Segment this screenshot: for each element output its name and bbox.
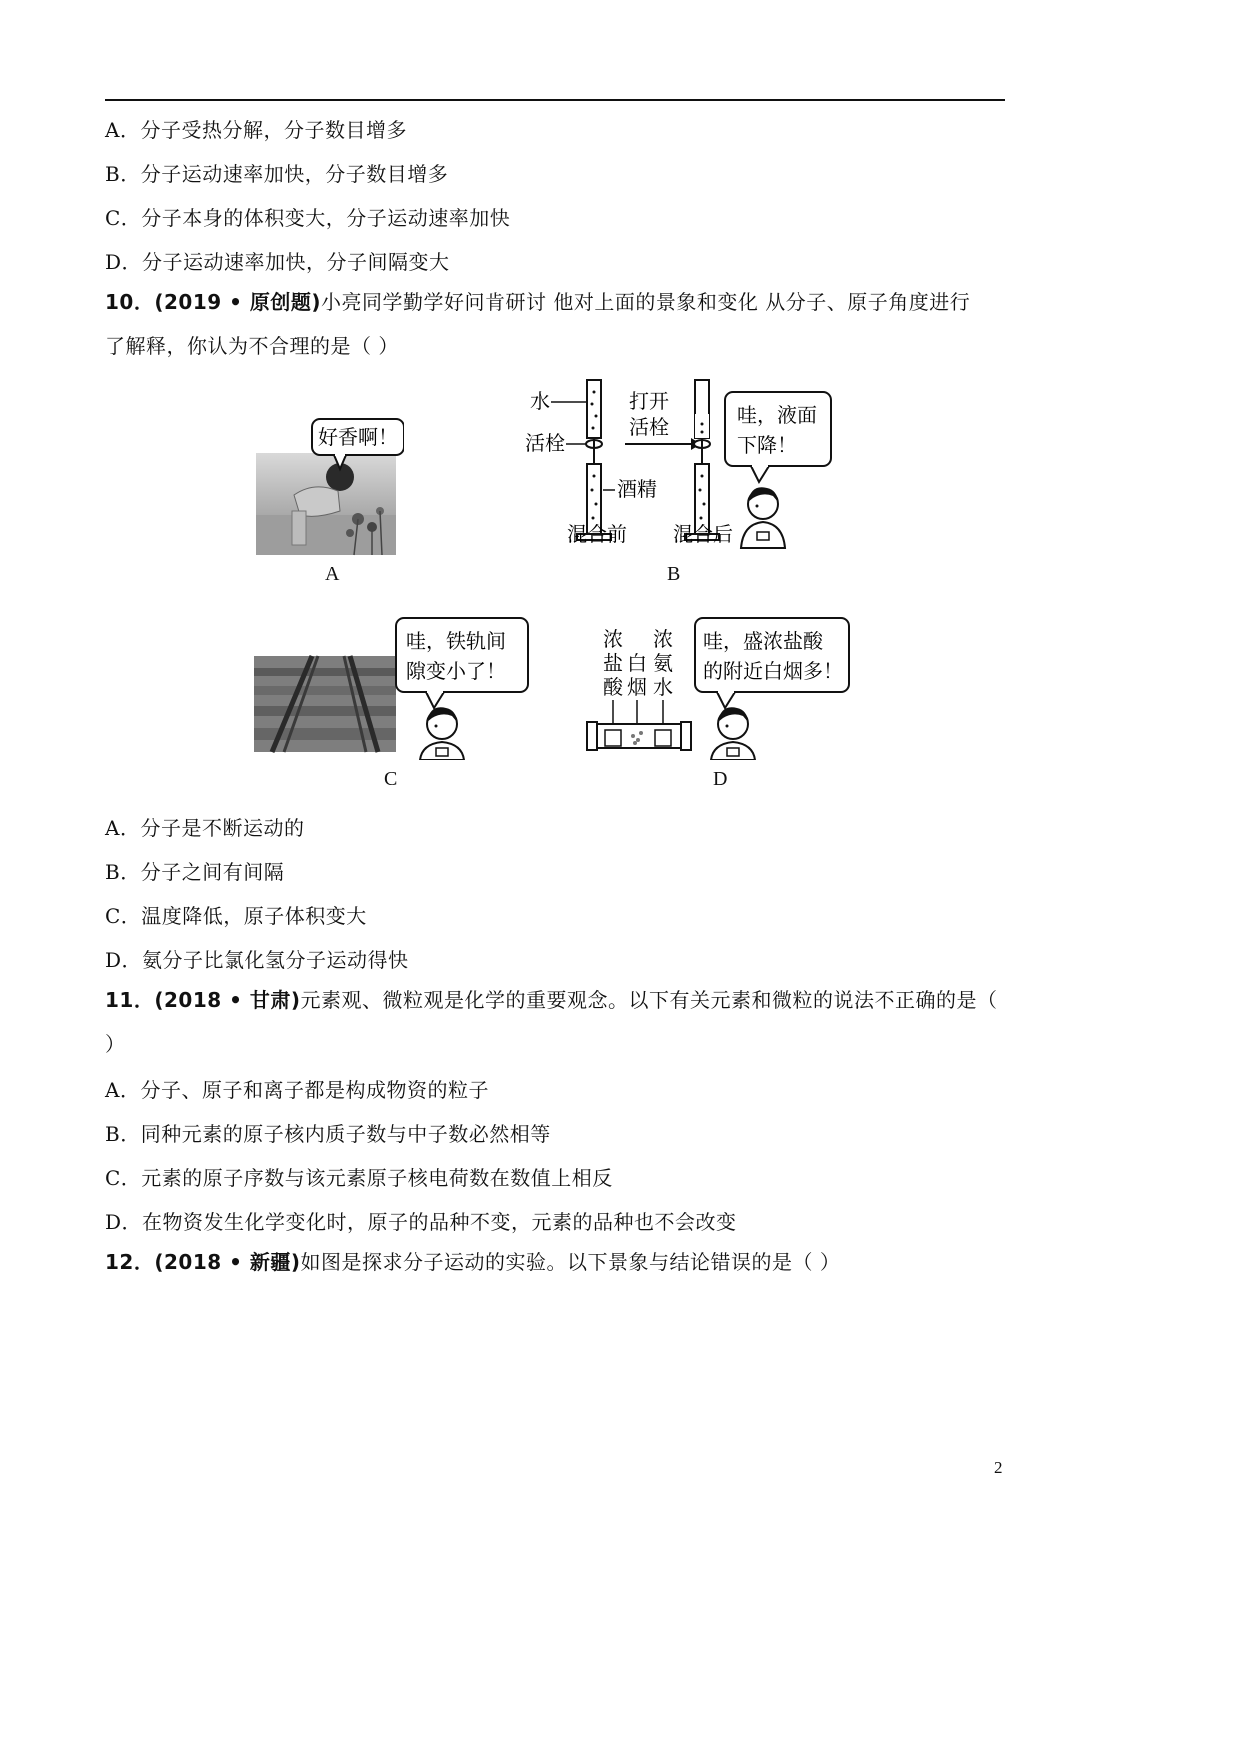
label-d-col3b: 氨 [653,651,673,675]
label-water: 水 [530,389,550,413]
figure-b-bubble-line1: 哇，液面 [737,403,817,427]
q9-option-a: A．分子受热分解，分子数目增多 [105,118,407,142]
q12-source: (2018 • 新疆) [154,1250,301,1274]
q9-option-c: C．分子本身的体积变大，分子运动速率加快 [105,206,511,230]
label-d-col3a: 浓 [653,627,673,651]
label-alcohol: 酒精 [617,477,657,501]
label-d-col3c: 水 [653,675,673,699]
figure-d-bubble-line1: 哇，盛浓盐酸 [703,629,823,653]
figure-a [254,415,404,565]
student-figure-b [741,487,785,548]
q11-stem-text: 元素观、微粒观是化学的重要观念。以下有关元素和微粒的说法不正确的是（ [300,988,998,1012]
figure-b-diagram [515,378,840,563]
q11-option-a: A．分子、原子和离子都是构成物资的粒子 [105,1078,489,1102]
figure-b-bubble-line2: 下降！ [737,433,797,457]
figure-c-bubble-line2: 隙变小了！ [406,659,506,683]
figure-c-bubble-line1: 哇，铁轨间 [406,629,506,653]
figure-a-bubble: 好香啊！ [318,425,398,449]
q11-option-d: D．在物资发生化学变化时，原子的品种不变，元素的品种也不会改变 [105,1210,737,1234]
figure-a-photo [254,415,404,565]
q10-number: 10． [105,290,155,314]
q11-source: (2018 • 甘肃) [154,988,301,1012]
q11-stem-end: ） [105,1032,126,1056]
q10-stem-line1: 小亮同学勤学好问肯研讨 他对上面的景象和变化 从分子、原子角度进行 [321,290,971,314]
header-rule [105,99,1005,101]
q11-stem [105,978,1010,1066]
q10-stem-line2: 了解释，你认为不合理的是（ ） [105,334,399,358]
q11-option-b: B．同种元素的原子核内质子数与中子数必然相等 [105,1122,551,1146]
q12-stem [105,1240,1010,1284]
q9-option-b: B．分子运动速率加快，分子数目增多 [105,162,449,186]
label-d-col1a: 浓 [603,627,623,651]
label-open1: 打开 [629,389,669,413]
label-d-col2c: 烟 [627,675,647,699]
figure-d [583,612,853,760]
q10-option-b: B．分子之间有间隔 [105,860,285,884]
q10-stem [105,280,1010,368]
q10-option-c: C．温度降低，原子体积变大 [105,904,367,928]
label-stopcock: 活栓 [525,431,565,455]
figure-a-caption: A [325,563,340,585]
label-d-col1b: 盐 [603,651,623,675]
q10-option-d: D．氨分子比氯化氢分子运动得快 [105,948,409,972]
page-number: 2 [994,1458,1003,1477]
figure-d-bubble-line2: 的附近白烟多！ [703,659,843,683]
figure-b-caption: B [667,563,681,585]
label-before: 混合前 [567,522,627,546]
q10-option-a: A．分子是不断运动的 [105,816,305,840]
figure-b [515,378,840,563]
q10-source: (2019 • 原创题) [154,290,321,314]
label-d-col2b: 白 [627,651,647,675]
label-after: 混合后 [673,522,733,546]
student-figure-d [711,707,755,760]
figure-c [254,612,532,760]
q9-option-d: D．分子运动速率加快，分子间隔变大 [105,250,450,274]
figure-c-photo [254,612,532,760]
figure-d-caption: D [713,768,728,790]
q12-stem-text: 如图是探求分子运动的实验。以下景象与结论错误的是（ ） [300,1250,841,1274]
q11-option-c: C．元素的原子序数与该元素原子核电荷数在数值上相反 [105,1166,613,1190]
label-open2: 活栓 [629,415,669,439]
label-d-col1c: 酸 [603,675,623,699]
figure-d-diagram [583,612,853,760]
figure-c-caption: C [384,768,398,790]
q11-number: 11． [105,988,155,1012]
q12-number: 12． [105,1250,155,1274]
